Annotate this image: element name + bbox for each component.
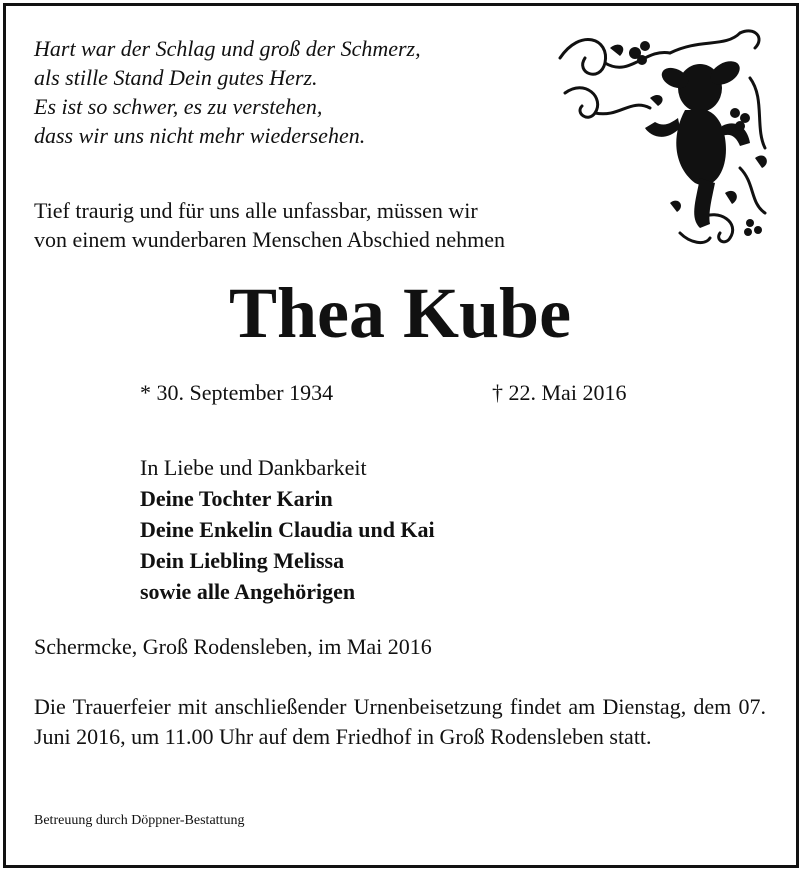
funeral-home-credit: Betreuung durch Döppner-Bestattung	[34, 813, 245, 828]
birth-date: * 30. September 1934	[140, 380, 334, 405]
mourner-name: Dein Liebling Melissa	[140, 548, 345, 573]
poem-line: Hart war der Schlag und groß der Schmerz,	[34, 36, 421, 61]
intro-text	[34, 196, 505, 254]
cherub-vine-ornament-icon	[550, 18, 782, 250]
mourner-name: sowie alle Angehörigen	[140, 579, 356, 604]
death-date: † 22. Mai 2016	[492, 380, 627, 405]
poem-line: als stille Stand Dein gutes Herz.	[34, 65, 318, 90]
mourners-heading: In Liebe und Dankbarkeit	[140, 455, 367, 480]
mourner-name: Deine Tochter Karin	[140, 486, 333, 511]
deceased-name: Thea Kube	[228, 273, 572, 353]
poem-line: Es ist so schwer, es zu verstehen,	[34, 94, 323, 119]
poem	[34, 34, 421, 150]
intro-line: von einem wunderbaren Menschen Abschied nehmen	[34, 227, 506, 252]
mourner-name: Deine Enkelin Claudia und Kai	[140, 517, 435, 542]
place-date: Schermcke, Groß Rodensleben, im Mai 2016	[34, 634, 432, 659]
intro-line: Tief traurig und für uns alle unfassbar, müssen wir	[34, 198, 478, 223]
mourners-block	[140, 452, 435, 607]
service-info: Die Trauerfeier mit anschließender Urnenbeisetzung findet am Dienstag, dem 07. Juni 2016, um 11.00 Uhr auf dem Friedhof in Groß Rodensleben statt.	[34, 694, 766, 749]
poem-line: dass wir uns nicht mehr wiedersehen.	[34, 123, 366, 148]
